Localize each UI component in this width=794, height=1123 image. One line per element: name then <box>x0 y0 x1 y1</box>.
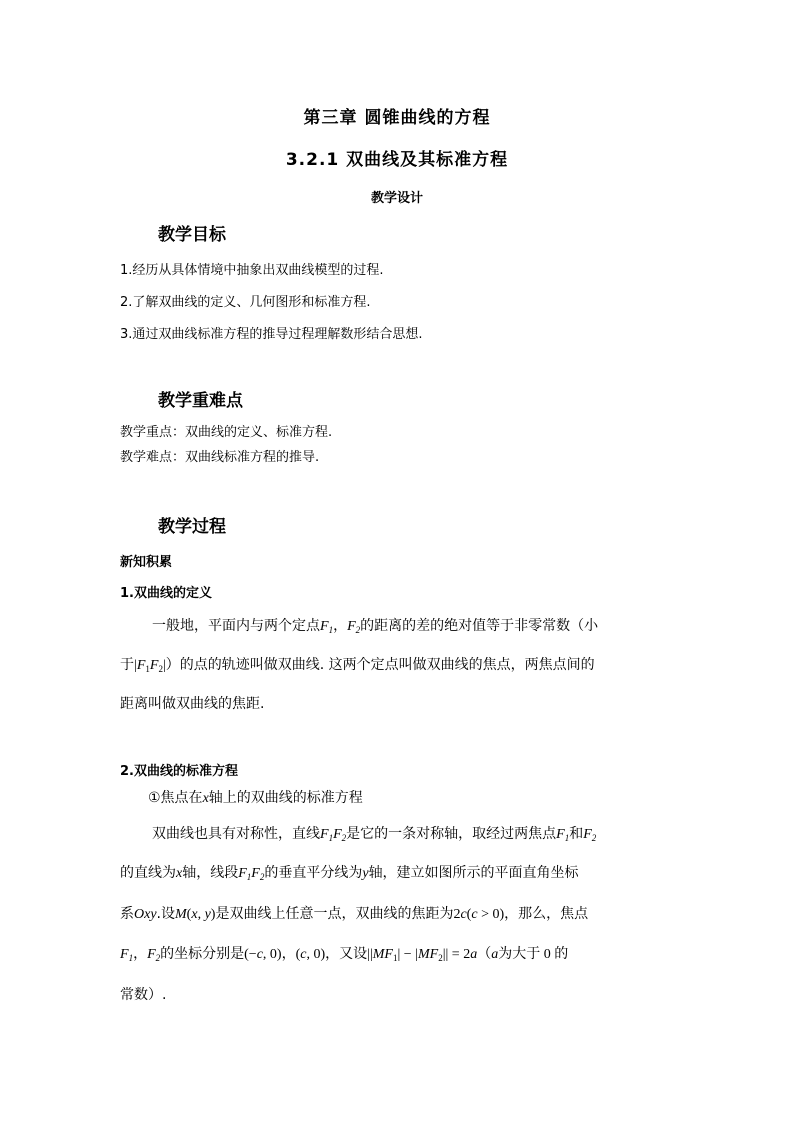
case-1-line: ①焦点在x轴上的双曲线的标准方程 <box>148 790 363 806</box>
focus-f2: $F_2$ <box>347 619 361 635</box>
eq-line-1: 双曲线也具有对称性，直线$F_1F_2$是它的一条对称轴，取经过两焦点$F_1$和$F_2$ <box>152 826 597 843</box>
definition-heading: 1.双曲线的定义 <box>120 586 212 601</box>
abs-f1f2: $|F_1F_2|$ <box>134 658 166 674</box>
goals-heading: 教学目标 <box>158 225 226 245</box>
eq-line-2: 的直线为x轴，线段$F_1F_2$的垂直平分线为y轴，建立如图所示的平面直角坐标 <box>120 865 579 882</box>
section-title: 3.2.1 双曲线及其标准方程 <box>285 150 509 170</box>
chapter-title: 第三章 圆锥曲线的方程 <box>303 108 491 128</box>
eq-line-3: 系Oxy.设M(x, y)是双曲线上任意一点，双曲线的焦距为2c(c > 0)，那么，焦点 <box>120 906 589 922</box>
doc-subtitle: 教学设计 <box>370 191 423 206</box>
equation-heading: 2.双曲线的标准方程 <box>120 764 238 779</box>
definition-line-3: 距离叫做双曲线的焦距. <box>120 696 265 712</box>
goal-item-2: 2.了解双曲线的定义、几何图形和标准方程. <box>120 295 371 310</box>
definition-line-2: 于$|F_1F_2|$）的点的轨迹叫做双曲线. 这两个定点叫做双曲线的焦点，两焦点间的 <box>120 657 595 674</box>
keypoints-heading: 教学重难点 <box>158 391 243 411</box>
key-difficulty: 教学难点：双曲线标准方程的推导. <box>120 450 320 465</box>
section-new-knowledge: 新知积累 <box>120 555 173 570</box>
goal-item-3: 3.通过双曲线标准方程的推导过程理解数形结合思想. <box>120 327 423 342</box>
process-heading: 教学过程 <box>158 517 226 537</box>
eq-line-4: $F_1$，$F_2$的坐标分别是(−c, 0)，(c, 0)，又设$||MF_1| - |MF_2|| = 2a(a$为大于 0 的 <box>120 946 569 963</box>
goal-item-1: 1.经历从具体情境中抽象出双曲线模型的过程. <box>120 263 384 278</box>
eq-line-5: 常数）. <box>120 987 167 1003</box>
definition-line-1: 一般地，平面内与两个定点$F_1$，$F_2$的距离的差的绝对值等于非零常数（小 <box>152 618 599 635</box>
key-focus: 教学重点：双曲线的定义、标准方程. <box>120 425 333 440</box>
focus-f1: $F_1$ <box>320 619 334 635</box>
